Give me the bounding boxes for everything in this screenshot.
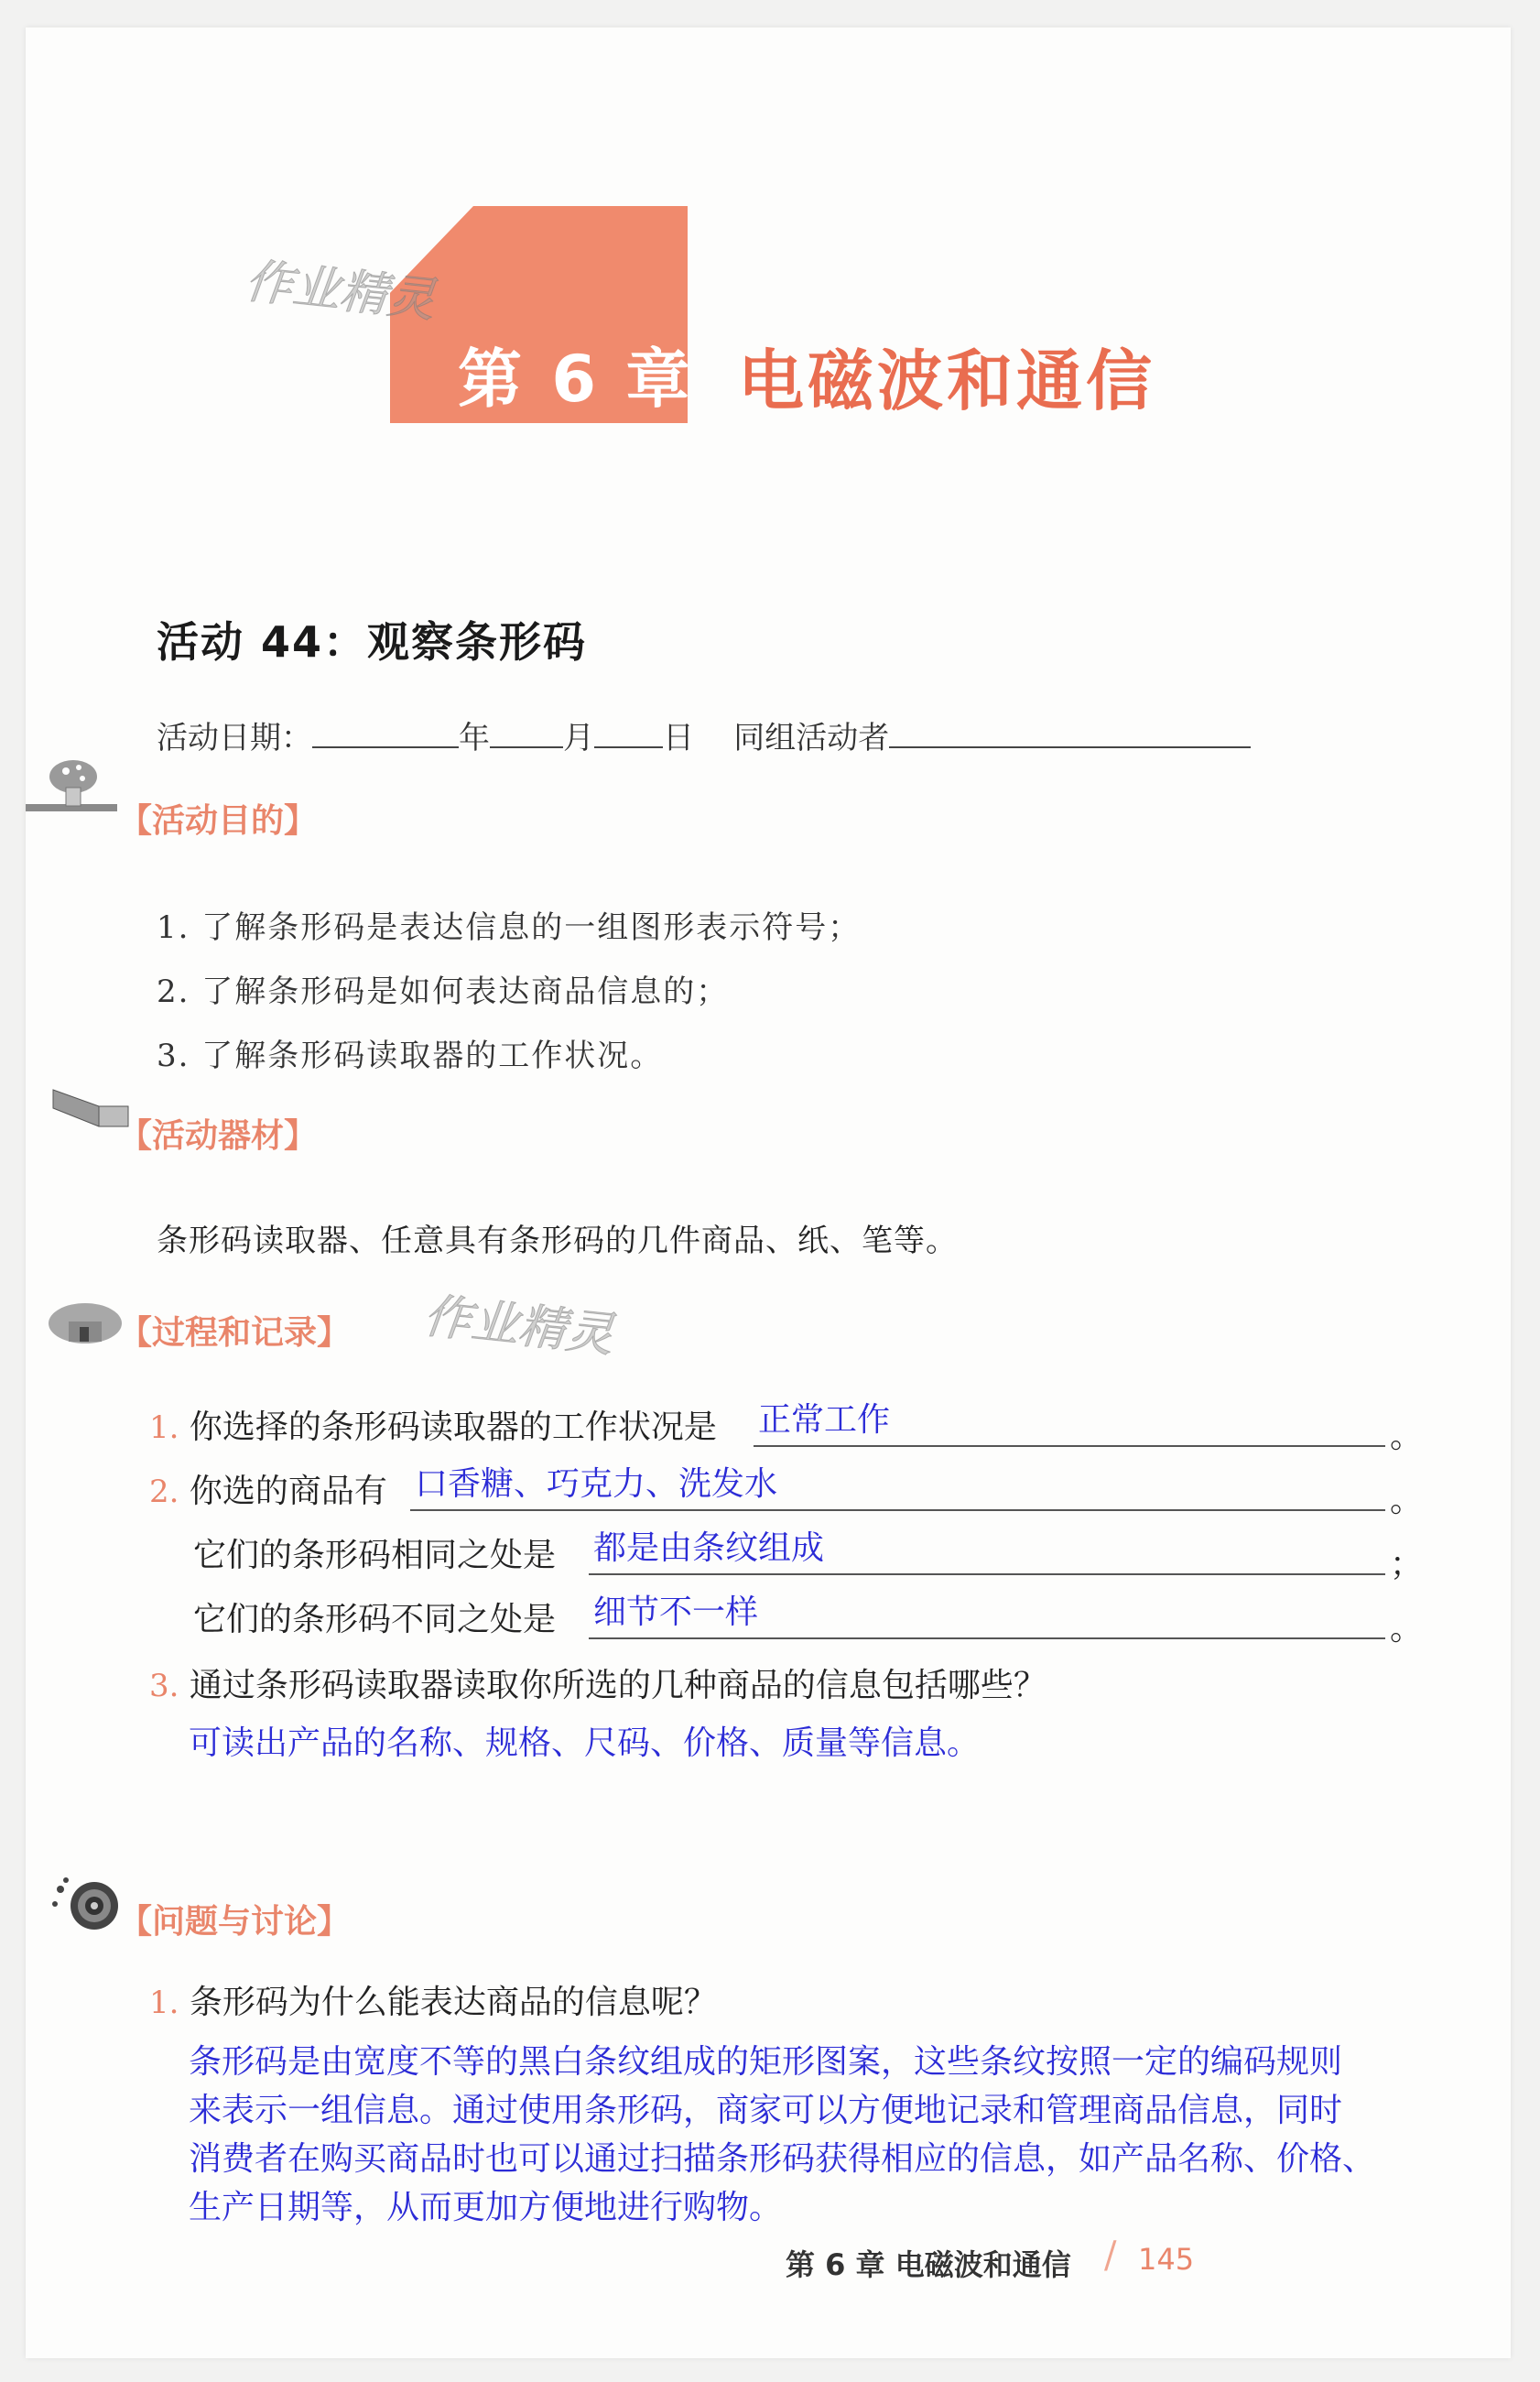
answer-line[interactable] (754, 1445, 1385, 1447)
answer-line[interactable] (589, 1637, 1385, 1639)
q-number: 2. (149, 1474, 179, 1510)
mushroom-icon (26, 751, 117, 815)
materials-text: 条形码读取器、任意具有条形码的几件商品、纸、笔等。 (157, 1223, 958, 1259)
partners-label: 同组活动者 (733, 720, 890, 756)
workbook-page (26, 27, 1511, 2358)
section-materials-heading: 【活动器材】 (119, 1117, 318, 1155)
watermark: 作业精灵 (242, 254, 439, 329)
q-prompt: 条形码为什么能表达商品的信息呢？ (189, 1984, 717, 2021)
goal-item: 1. 了解条形码是表达信息的一组图形表示符号； (157, 909, 862, 946)
handwritten-answer: 口香糖、巧克力、洗发水 (415, 1465, 778, 1503)
handwritten-answer: 正常工作 (758, 1401, 891, 1439)
date-label: 活动日期： (157, 720, 312, 756)
chapter-number: 第 6 章 (458, 342, 694, 417)
activity-meta-row (157, 712, 1251, 757)
process-q2 (149, 1465, 387, 1512)
q-prompt: 通过条形码读取器读取你所选的几种商品的信息包括哪些？ (189, 1667, 1047, 1704)
answer-line-text: 生产日期等，从而更加方便地进行购物。 (189, 2189, 783, 2226)
year-blank[interactable] (312, 719, 459, 748)
q-prompt: 它们的条形码不同之处是 (193, 1601, 557, 1638)
activity-title: 活动 44：观察条形码 (157, 617, 588, 667)
footer-chapter: 第 6 章 电磁波和通信 (786, 2247, 1071, 2282)
q-end: 。 (1390, 1418, 1424, 1455)
day-label: 日 (663, 720, 694, 756)
q-number: 1. (149, 1985, 179, 2021)
q-end: ； (1390, 1546, 1424, 1583)
section-process-heading: 【过程和记录】 (119, 1314, 351, 1352)
chapter-title: 电磁波和通信 (738, 343, 1156, 419)
q-prompt: 你选的商品有 (189, 1473, 387, 1510)
q-number: 3. (149, 1668, 179, 1704)
q-prompt: 你选择的条形码读取器的工作状况是 (189, 1409, 717, 1446)
goal-item: 2. 了解条形码是如何表达商品信息的； (157, 973, 730, 1010)
answer-line-text: 消费者在购买商品时也可以通过扫描条形码获得相应的信息，如产品名称、价格、 (189, 2140, 1376, 2178)
partners-blank[interactable] (889, 719, 1251, 748)
month-label: 月 (563, 720, 594, 756)
day-blank[interactable] (594, 719, 663, 748)
q-number: 1. (149, 1409, 179, 1446)
handwritten-answer: 可读出产品的名称、规格、尺码、价格、质量等信息。 (189, 1724, 981, 1762)
process-q1 (149, 1401, 717, 1448)
year-label: 年 (459, 720, 490, 756)
discussion-q1 (149, 1976, 717, 2023)
answer-line-text: 来表示一组信息。通过使用条形码，商家可以方便地记录和管理商品信息，同时 (189, 2092, 1343, 2129)
q-end: 。 (1390, 1610, 1424, 1648)
goal-item: 3. 了解条形码读取器的工作状况。 (157, 1038, 664, 1074)
house-icon (39, 1287, 131, 1351)
q-end: 。 (1390, 1482, 1424, 1519)
handwritten-answer: 细节不一样 (593, 1593, 759, 1631)
section-goal-heading: 【活动目的】 (119, 802, 318, 840)
watermark: 作业精灵 (420, 1289, 617, 1364)
process-q3 (149, 1659, 1047, 1706)
answer-line[interactable] (589, 1573, 1385, 1575)
discussion-answer (189, 2038, 1443, 2232)
footer-separator: / (1104, 2235, 1117, 2277)
answer-line[interactable] (410, 1509, 1385, 1511)
month-blank[interactable] (490, 719, 563, 748)
q-prompt: 它们的条形码相同之处是 (193, 1537, 557, 1574)
answer-line-text: 条形码是由宽度不等的黑白条纹组成的矩形图案，这些条纹按照一定的编码规则 (189, 2043, 1343, 2081)
handwritten-answer: 都是由条纹组成 (593, 1529, 825, 1567)
section-discussion-heading: 【问题与讨论】 (119, 1903, 351, 1941)
page-number: 145 (1138, 2242, 1195, 2277)
